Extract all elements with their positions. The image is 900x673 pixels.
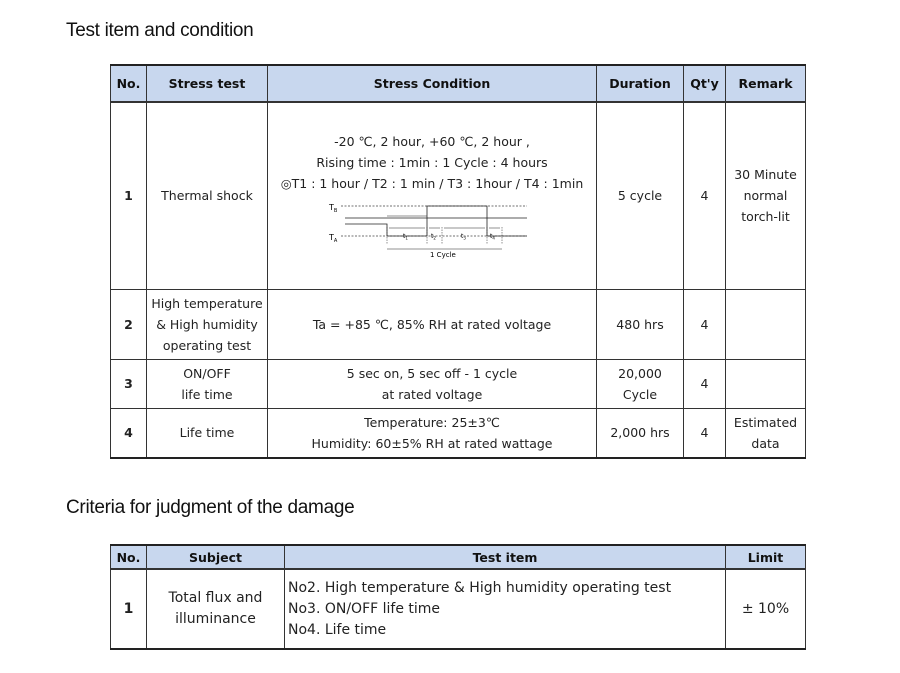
condition-line: Ta = +85 ℃, 85% RH at rated voltage	[312, 316, 552, 332]
stress-test-line: life time	[181, 386, 233, 402]
subject-line: illuminance	[175, 611, 256, 627]
row-no: 4	[111, 408, 147, 458]
stress-test-line: Life time	[179, 425, 235, 441]
cycle-label: 1 Cycle	[430, 251, 456, 260]
condition-line: 5 sec on, 5 sec off - 1 cycle	[346, 365, 518, 381]
table-header-row	[111, 65, 806, 102]
remark-line: torch-lit	[741, 209, 790, 225]
row-subject	[147, 569, 285, 649]
condition-line: at rated voltage	[381, 386, 483, 402]
row-qty: 4	[684, 408, 726, 458]
row-condition	[268, 289, 597, 359]
row-duration	[597, 102, 684, 289]
test-item-line: No4. Life time	[288, 621, 387, 638]
row-duration	[597, 289, 684, 359]
row-qty: 4	[684, 102, 726, 289]
row-no: 3	[111, 359, 147, 408]
criteria-table	[110, 544, 806, 650]
section-title-test-items: Test item and condition	[66, 20, 254, 41]
subject-line: Total flux and	[168, 590, 263, 606]
header-limit: Limit	[726, 545, 806, 569]
test-item-line: No3. ON/OFF life time	[288, 600, 441, 617]
row-stress-test	[147, 408, 268, 458]
test-item-line: No2. High temperature & High humidity operating test	[288, 579, 672, 596]
header-no: No.	[111, 545, 147, 569]
t2-label: $t_2$	[431, 233, 436, 241]
row-condition	[268, 408, 597, 458]
remark-line: data	[751, 435, 780, 451]
table-header-row	[111, 545, 806, 569]
thermal-cycle-diagram	[327, 198, 537, 260]
remark-line: normal	[743, 188, 788, 204]
test-condition-table	[110, 64, 806, 459]
row-test-items	[285, 569, 726, 649]
duration-line: 5 cycle	[617, 188, 663, 204]
row-condition	[268, 359, 597, 408]
row-qty: 4	[684, 359, 726, 408]
duration-line: Cycle	[622, 386, 658, 402]
t4-label: $t_4$	[490, 233, 495, 241]
row-stress-test	[147, 359, 268, 408]
table-row	[111, 569, 806, 649]
header-no: No.	[111, 65, 147, 102]
row-duration	[597, 359, 684, 408]
t1-label: $t_1$	[403, 233, 408, 241]
table-row	[111, 408, 806, 458]
duration-line: 20,000	[618, 365, 662, 381]
table-row	[111, 359, 806, 408]
header-qty: Qt'y	[684, 65, 726, 102]
header-test-item: Test item	[285, 545, 726, 569]
row-remark	[726, 408, 806, 458]
temperature-profile-line	[345, 206, 527, 236]
duration-line: 2,000 hrs	[610, 425, 670, 441]
condition-line: Rising time : 1min : 1 Cycle : 4 hours	[316, 155, 548, 171]
row-qty: 4	[684, 289, 726, 359]
header-remark: Remark	[726, 65, 806, 102]
stress-test-line: High temperature	[151, 295, 263, 311]
row-no: 1	[111, 569, 147, 649]
condition-line: ◎T1 : 1 hour / T2 : 1 min / T3 : 1hour / T4 : 1min	[280, 176, 584, 192]
duration-line: 480 hrs	[616, 316, 664, 332]
header-duration: Duration	[597, 65, 684, 102]
stress-test-line: & High humidity	[156, 316, 258, 332]
table-row	[111, 102, 806, 289]
ta-label: $T_A$	[329, 233, 338, 245]
row-condition	[268, 102, 597, 289]
stress-test-line: operating test	[162, 337, 252, 353]
header-stress-test: Stress test	[147, 65, 268, 102]
row-remark	[726, 359, 806, 408]
table-row	[111, 289, 806, 359]
row-no: 2	[111, 289, 147, 359]
row-remark	[726, 102, 806, 289]
row-duration	[597, 408, 684, 458]
row-stress-test	[147, 102, 268, 289]
row-no: 1	[111, 102, 147, 289]
header-subject: Subject	[147, 545, 285, 569]
header-stress-condition: Stress Condition	[268, 65, 597, 102]
remark-line: Estimated	[733, 414, 798, 430]
stress-test-line: ON/OFF	[183, 365, 231, 381]
row-limit: ± 10%	[726, 569, 806, 649]
condition-line: Temperature: 25±3℃	[364, 414, 500, 430]
t3-label: $t_3$	[461, 233, 466, 241]
row-stress-test	[147, 289, 268, 359]
tb-label: $T_B$	[329, 203, 338, 215]
condition-line: -20 ℃, 2 hour, +60 ℃, 2 hour ,	[334, 134, 530, 150]
row-remark	[726, 289, 806, 359]
condition-line: Humidity: 60±5% RH at rated wattage	[311, 435, 553, 451]
remark-line: 30 Minute	[734, 167, 797, 183]
stress-test-line: Thermal shock	[161, 188, 253, 204]
section-title-criteria: Criteria for judgment of the damage	[66, 497, 355, 518]
